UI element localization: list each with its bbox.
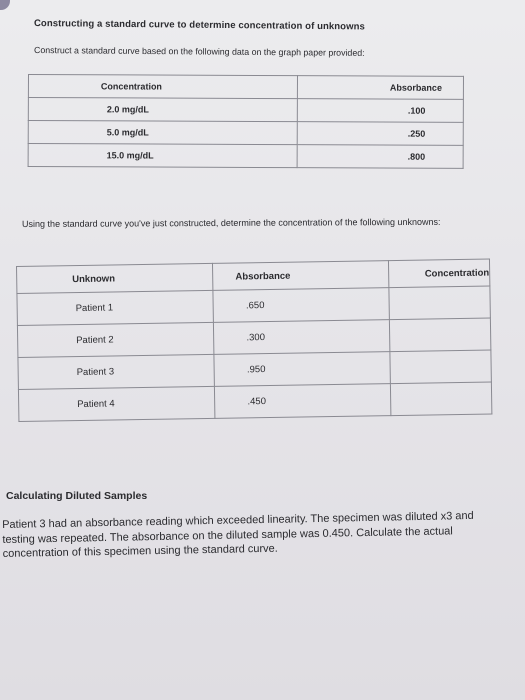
column-header-absorbance: Absorbance	[297, 76, 463, 100]
cell-unknown: Patient 3	[18, 354, 215, 389]
cell-unknown: Patient 2	[17, 322, 214, 357]
cell-absorbance: .300	[214, 320, 390, 355]
cell-absorbance: .800	[297, 145, 463, 169]
unknowns-table	[16, 259, 492, 422]
column-header-concentration: Concentration	[388, 259, 490, 288]
table-row	[28, 98, 463, 123]
cell-unknown: Patient 4	[18, 386, 215, 421]
cell-absorbance: .100	[297, 99, 463, 123]
cell-absorbance: .650	[213, 288, 389, 323]
diluted-samples-text: Patient 3 had an absorbance reading which exceeded linearity. The specimen was diluted x3 and testing was repeated. The absorbance on the diluted sample was 0.450. Calculate the actual concentration of this specimen using the standard curve.	[2, 509, 474, 560]
cell-unknown: Patient 1	[17, 290, 214, 325]
worksheet-title: Constructing a standard curve to determine concentration of unknowns	[33, 18, 365, 33]
table-row	[28, 144, 463, 169]
cell-concentration-blank[interactable]	[390, 382, 492, 416]
instruction-text: Construct a standard curve based on the following data on the graph paper provided:	[33, 45, 365, 58]
cell-concentration-blank[interactable]	[388, 286, 490, 320]
table-row	[28, 121, 463, 146]
cell-absorbance: .450	[215, 384, 391, 419]
cell-concentration: 15.0 mg/dL	[28, 144, 297, 168]
unknowns-prompt: Using the standard curve you've just constructed, determine the concentration of the following unknowns:	[22, 216, 441, 229]
cell-concentration-blank[interactable]	[390, 350, 492, 384]
table-row	[18, 382, 491, 421]
cell-absorbance: .950	[214, 352, 390, 387]
column-header-unknown: Unknown	[17, 263, 214, 293]
table-header-row	[28, 75, 463, 100]
cell-concentration: 5.0 mg/dL	[28, 121, 297, 145]
standard-curve-table	[28, 74, 464, 169]
column-header-concentration: Concentration	[28, 75, 297, 99]
cell-concentration: 2.0 mg/dL	[28, 98, 297, 122]
cell-absorbance: .250	[297, 122, 463, 146]
column-header-absorbance: Absorbance	[213, 261, 389, 291]
page-corner-mark	[0, 0, 10, 10]
diluted-samples-heading: Calculating Diluted Samples	[6, 490, 148, 502]
cell-concentration-blank[interactable]	[389, 318, 491, 352]
